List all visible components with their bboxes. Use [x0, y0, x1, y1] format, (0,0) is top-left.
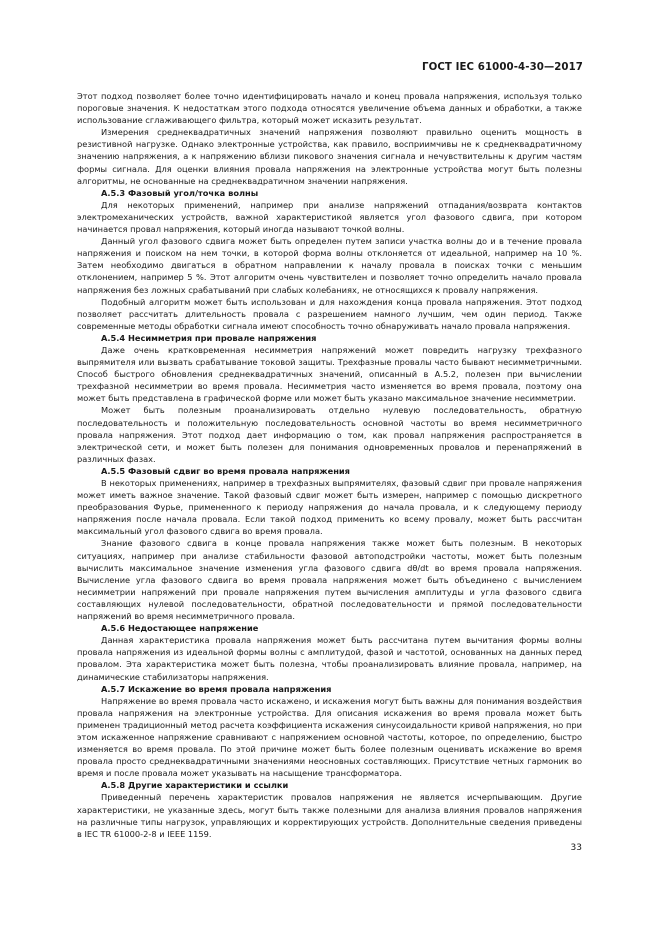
intro-paragraph-2: Измерения среднеквадратичных значений напряжения позволяют правильно оценить мощность в резистивной нагрузке. Однако электронные устройства, как правило, восприимчивы не к среднеквадратичному значению напряжения, а к напряжению вблизи пикового значения сигнала и нечувствительны к другим частям формы сигнала. Для оценки влияния провала напряжения на электронные устройства могут быть полезны алгоритмы, не основанные на среднеквадратичном значении напряжения.	[77, 127, 582, 186]
section-a56-heading: А.5.6 Недостающее напряжение	[101, 623, 259, 634]
page-body	[77, 90, 582, 840]
section-a53-heading: А.5.3 Фазовый угол/точка волны	[101, 187, 259, 198]
section-a58-heading: А.5.8 Другие характеристики и ссылки	[101, 780, 289, 791]
document-header: ГОСТ IEC 61000-4-30—2017	[421, 62, 583, 73]
section-a54-paragraph-2: Может быть полезным проанализировать отдельно нулевую последовательность, обратную последовательность и положительную последовательность основной частоты во время несимметричного провала напряжения. Этот подход дает информацию о том, как провал напряжения распространяется в электрической сети, и может быть полезен для понимания одновременных провалов и перенапряжений в различных фазах.	[77, 405, 582, 464]
section-a56-paragraph-1: Данная характеристика провала напряжения может быть рассчитана путем вычитания формы волны провала напряжения из идеальной формы волны с амплитудой, фазой и частотой, основанных на данных перед провалом. Эта характеристика может быть полезна, чтобы проанализировать влияние провала, например, на динамические стабилизаторы напряжения.	[77, 635, 582, 682]
section-a55-paragraph-1: В некоторых применениях, например в трехфазных выпрямителях, фазовый сдвиг при провале напряжения может иметь важное значение. Такой фазовый сдвиг может быть измерен, например с помощью дискретного преобразования Фурье, примененного к периоду напряжения до начала провала, и к следующему периоду напряжения после начала провала. Если такой подход применить ко всему провалу, может быть рассчитан максимальный угол фазового сдвига во время провала.	[77, 478, 582, 537]
section-a55-paragraph-2: Знание фазового сдвига в конце провала напряжения также может быть полезным. В некоторых ситуациях, например при анализе стабильности фазовой автоподстройки частоты, может быть полезным вычислить максимальное значение изменения угла фазового сдвига dθ/dt во время провала напряжения. Вычисление угла фазового сдвига во время провала напряжения может быть объединено с вычислением несимметрии напряжений при провале напряжения путем вычисления амплитуды и угла фазового сдвига составляющих нулевой последовательности, обратной последовательности и прямой последовательности напряжений во время несимметричного провала.	[77, 538, 582, 622]
section-a55-heading: А.5.5 Фазовый сдвиг во время провала напряжения	[101, 465, 350, 476]
section-a54-heading: А.5.4 Несимметрия при провале напряжения	[101, 332, 317, 343]
page-number: 33	[570, 843, 582, 853]
section-a58-paragraph-1: Приведенный перечень характеристик провалов напряжения не является исчерпывающим. Другие характеристики, не указанные здесь, могут быть также полезными для анализа влияния провалов напряжения на различные типы нагрузок, управляющих и корректирующих устройств. Дополнительные сведения приведены в IEC TR 61000-2-8 и IEEE 1159.	[77, 792, 582, 839]
section-a53-paragraph-2: Данный угол фазового сдвига может быть определен путем записи участка волны до и в течение провала напряжения и поиском на нем точки, в которой форма волны отклоняется от идеальной, например на 10 %. Затем необходимо двигаться в обратном направлении к началу провала в поисках точки с меньшим отклонением, например 5 %. Этот алгоритм очень чувствителен и позволяет точно определить начало провала напряжения без ложных срабатываний при слабых колебаниях, не относящихся к провалу напряжения.	[77, 236, 582, 295]
section-a53-paragraph-3: Подобный алгоритм может быть использован и для нахождения конца провала напряжения. Этот подход позволяет рассчитать длительность провала с разрешением намного лучшим, чем один период. Также современные методы обработки сигнала имеют способность точно обнаруживать начало провала напряжения.	[77, 296, 582, 331]
section-a53-paragraph-1: Для некоторых применений, например при анализе напряжений отпадания/возврата контактов электромеханических устройств, важной характеристикой является угол фазового сдвига, при котором начинается провал напряжения, который иногда называют точкой волны.	[77, 199, 582, 235]
section-a57-heading: А.5.7 Искажение во время провала напряжения	[101, 683, 332, 694]
section-a57-paragraph-1: Напряжение во время провала часто искажено, и искажения могут быть важны для понимания воздействия провала напряжения на электронные устройства. Для описания искажения во время провала может быть применен традиционный метод расчета коэффициента искажения синусоидальности кривой напряжения, но при этом искаженное напряжение сравнивают с напряжением основной частоты, которое, по определению, быстро изменяется во время провала. По этой причине может быть более полезным оценивать искажение во время провала просто среднеквадратичными значениями неосновных составляющих. Присутствие четных гармоник во время и после провала может указывать на насыщение трансформатора.	[77, 695, 582, 779]
section-a54-paragraph-1: Даже очень кратковременная несимметрия напряжений может повредить нагрузку трехфазного выпрямителя или вызвать срабатывание токовой защиты. Трехфазные провалы часто бывают несимметричными. Способ быстрого обновления среднеквадратичных значений, описанный в А.5.2, полезен при вычислении трехфазной несимметрии во время провала. Несимметрия часто изменяется во время провала, поэтому она может быть представлена в графической форме или может быть указано максимальное значение несимметрии.	[77, 344, 582, 404]
intro-paragraph-1: Этот подход позволяет более точно идентифицировать начало и конец провала напряжения, используя только пороговые значения. К недостаткам этого подхода относятся увеличение объема данных и обработки, а также использование сглаживающего фильтра, который может исказить результат.	[77, 91, 582, 126]
